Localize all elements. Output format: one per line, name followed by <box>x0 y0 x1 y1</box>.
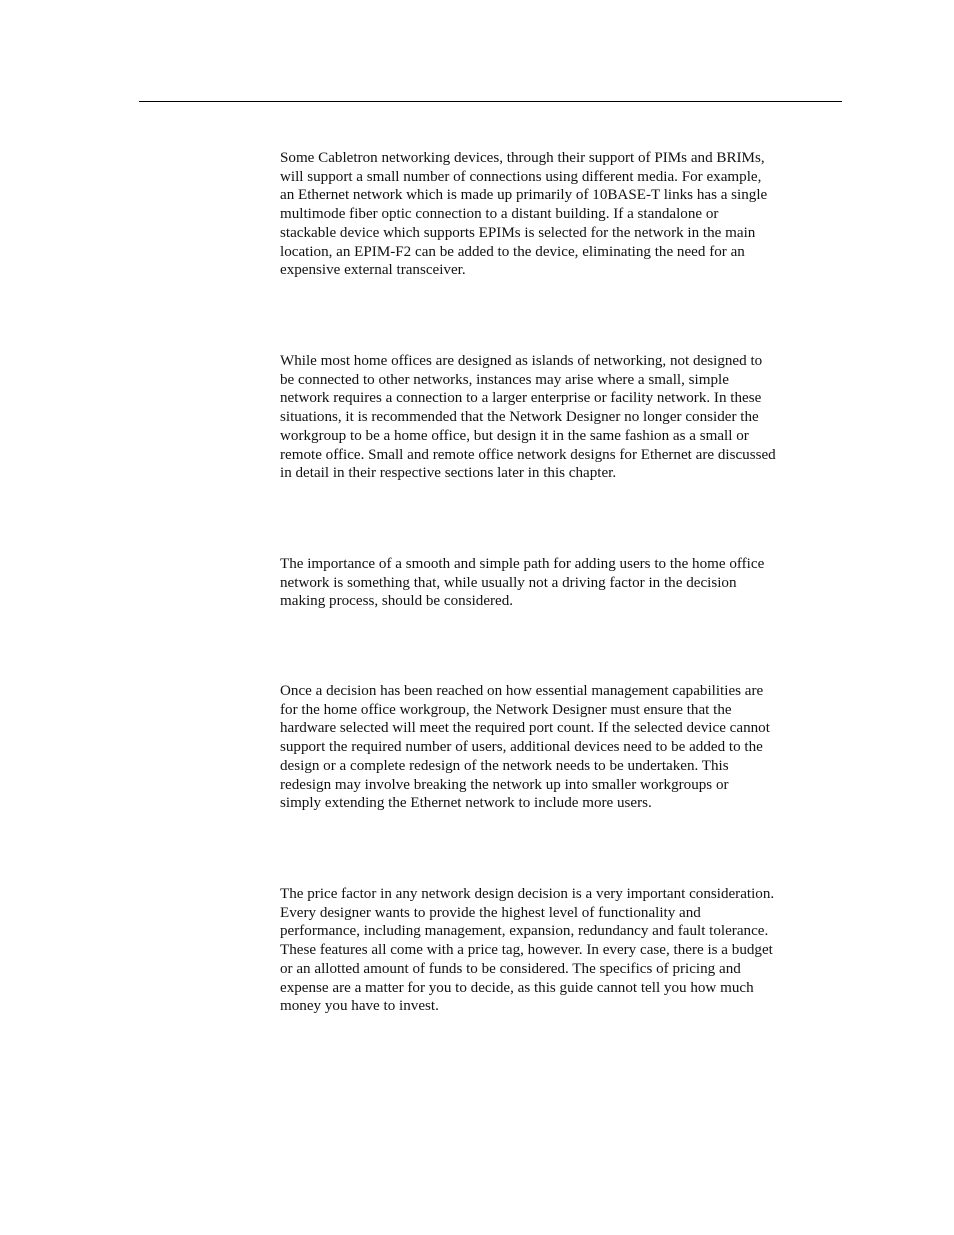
paragraph-home-office-connectivity: While most home offices are designed as islands of networking, not designed to be connected to other networks, instances may arise where a small, simple network requires a connection to a larger enterprise or facility network. In these situations, it is recommended that the Network Designer no longer consider the workgroup to be a home office, but design it in the same fashion as a small or remote office. Small and remote office network designs for Ethernet are discussed in detail in their respective sections later in this chapter. <box>280 353 776 482</box>
paragraph-price-factor: The price factor in any network design decision is a very important consideration. Every designer wants to provide the highest level of functionality and performance, including management, expansion, redundancy and fault tolerance. These features all come with a price tag, however. In every case, there is a budget or an allotted amount of funds to be considered. The specifics of pricing and expense are a matter for you to decide, as this guide cannot tell you how much money you have to invest. <box>280 886 775 1015</box>
header-rule <box>139 101 842 102</box>
paragraph-media-connections: Some Cabletron networking devices, through their support of PIMs and BRIMs, will support a small number of connections using different media. For example, an Ethernet network which is made up primarily of 10BASE-T links has a single multimode fiber optic connection to a distant building. If a standalone or stackable device which supports EPIMs is selected for the network in the main location, an EPIM-F2 can be added to the device, eliminating the need for an expensive external transceiver. <box>280 150 768 279</box>
paragraph-port-count: Once a decision has been reached on how essential management capabilities are for the home office workgroup, the Network Designer must ensure that the hardware selected will meet the required port count. If the selected device cannot support the required number of users, additional devices need to be added to the design or a complete redesign of the network needs to be undertaken. This redesign may involve breaking the network up into smaller workgroups or simply extending the Ethernet network to include more users. <box>280 683 770 812</box>
paragraph-adding-users: The importance of a smooth and simple path for adding users to the home office network is something that, while usually not a driving factor in the decision making process, should be considered. <box>280 556 765 610</box>
